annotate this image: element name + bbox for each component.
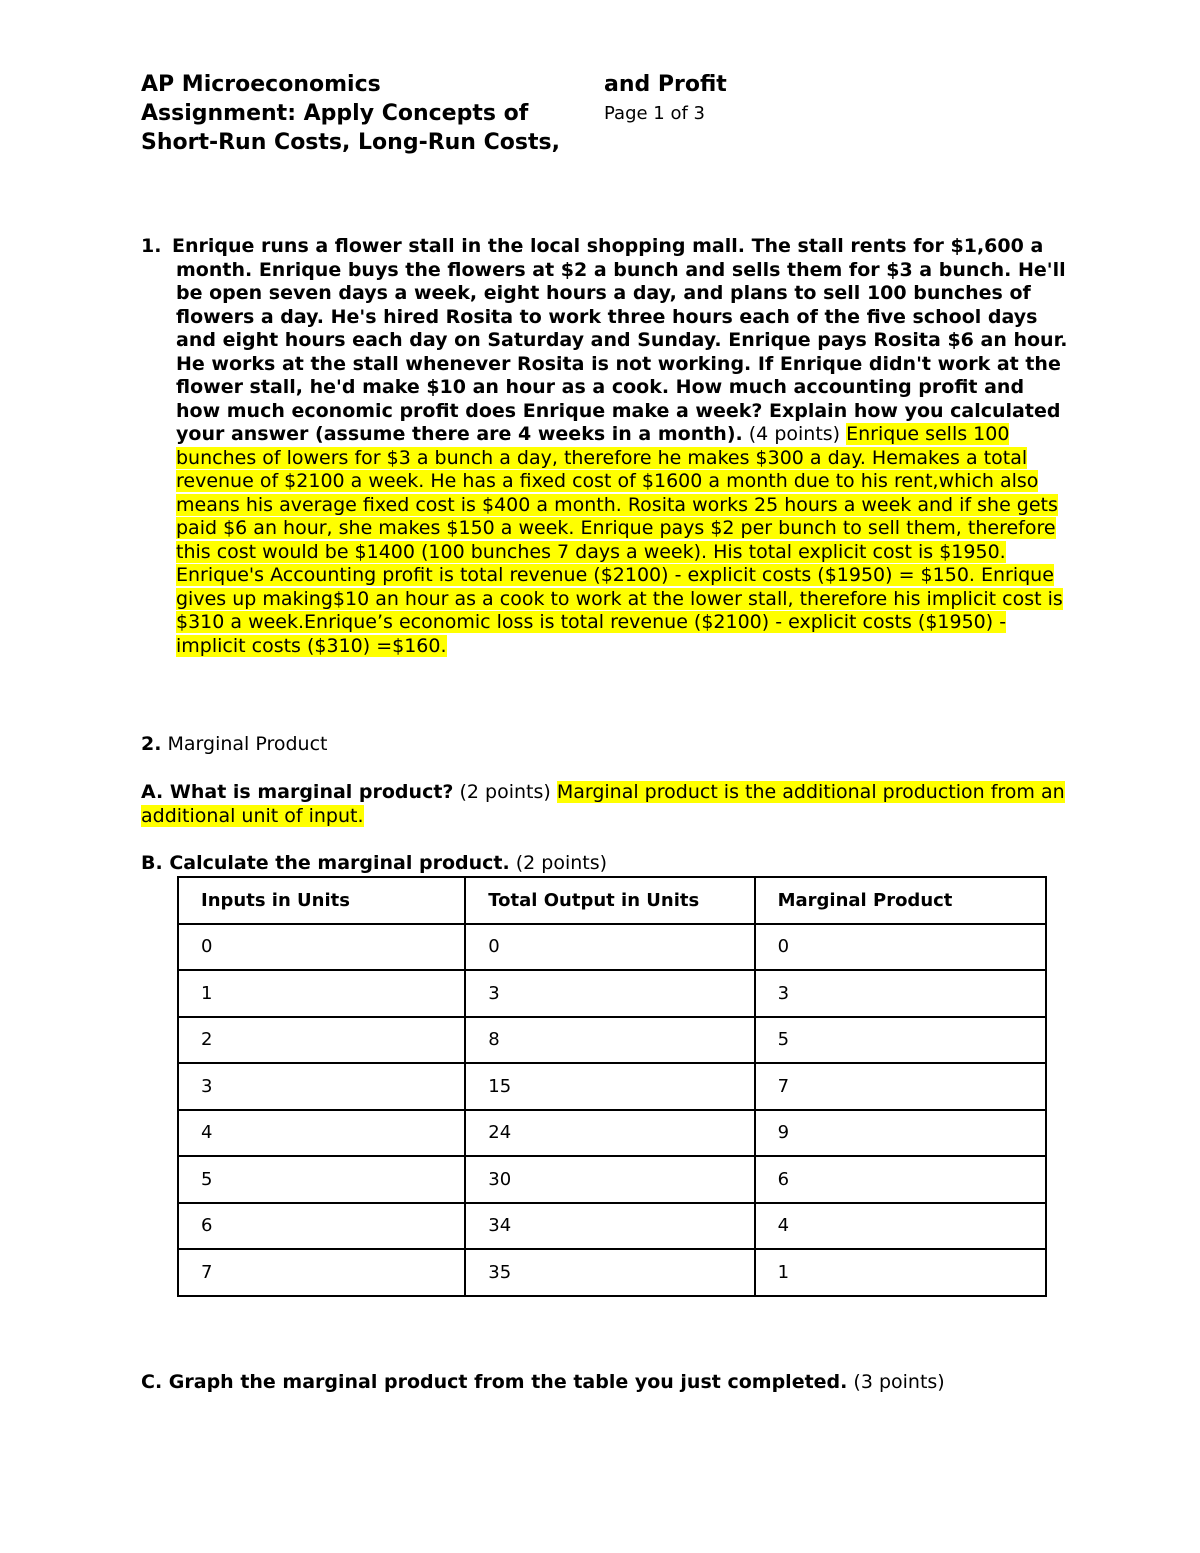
table-cell: 7 (755, 1063, 1046, 1110)
table-cell: 3 (465, 970, 754, 1017)
document-header (141, 70, 591, 157)
table-cell: 30 (465, 1156, 754, 1203)
question-2c (141, 1370, 1081, 1394)
table-row (178, 1203, 1046, 1250)
question-2b-text: Calculate the marginal product. (162, 852, 510, 874)
question-1-answer: Enrique sells 100 bunches of lowers for $3 a bunch a day, therefore he makes $300 a day. Hemakes a total revenue of $2100 a week. He has a fixed cost of $1600 a month due to his rent,which also means his average fixed cost is $400 a month. Rosita works 25 hours a week and if she gets paid $6 an hour, she makes $150 a week. Enrique pays $2 per bunch to sell them, therefore this cost would be $1400 (100 bunches 7 days a week). His total explicit cost is $1950. Enrique's Accounting profit is total revenue ($2100) - explicit costs ($1950) = $150. Enrique gives up making$10 an hour as a cook to work at the lower stall, therefore his implicit cost is $310 a week.Enrique’s economic loss is total revenue ($2100) - explicit costs ($1950) - implicit costs ($310) =$160. (176, 423, 1063, 657)
table-cell: 4 (178, 1110, 465, 1157)
table-cell: 6 (178, 1203, 465, 1250)
table-header-row (178, 877, 1046, 924)
question-1-points: (4 points) (742, 423, 847, 445)
question-2a (141, 780, 1081, 828)
table-cell: 34 (465, 1203, 754, 1250)
table-cell: 3 (755, 970, 1046, 1017)
question-2b (141, 851, 1081, 875)
table-cell: 15 (465, 1063, 754, 1110)
table-cell: 5 (178, 1156, 465, 1203)
table-row (178, 1110, 1046, 1157)
question-1 (141, 235, 1071, 658)
table-cell: 0 (755, 924, 1046, 971)
question-2c-label: C. (141, 1371, 163, 1393)
table-cell: 6 (755, 1156, 1046, 1203)
assignment-title-line-3: and Profit (604, 72, 727, 97)
table-cell: 7 (178, 1249, 465, 1296)
table-cell: 1 (178, 970, 465, 1017)
assignment-title-line-1: Assignment: Apply Concepts of (141, 101, 529, 126)
question-2c-points: (3 points) (847, 1371, 945, 1393)
table-row (178, 1017, 1046, 1064)
question-2-title: Marginal Product (161, 733, 328, 755)
table-row (178, 1156, 1046, 1203)
table-row (178, 970, 1046, 1017)
question-2a-answer: Marginal product is the additional production from an additional unit of input. (141, 781, 1065, 827)
table-cell: 9 (755, 1110, 1046, 1157)
table-row (178, 1249, 1046, 1296)
table-row (178, 924, 1046, 971)
page-number: Page 1 of 3 (604, 103, 705, 124)
question-2a-text: What is marginal product? (163, 781, 454, 803)
table-cell: 24 (465, 1110, 754, 1157)
column-header-inputs: Inputs in Units (178, 877, 465, 924)
question-2b-label: B. (141, 852, 163, 874)
table-cell: 35 (465, 1249, 754, 1296)
question-2a-points: (2 points) (453, 781, 557, 803)
table-cell: 0 (178, 924, 465, 971)
course-title: AP Microeconomics (141, 72, 381, 97)
question-1-number: 1. (141, 235, 162, 257)
question-2c-text: Graph the marginal product from the table you just completed. (162, 1371, 848, 1393)
table-cell: 8 (465, 1017, 754, 1064)
table-cell: 1 (755, 1249, 1046, 1296)
header-right (604, 70, 904, 128)
column-header-marginal-product: Marginal Product (755, 877, 1046, 924)
table-cell: 5 (755, 1017, 1046, 1064)
table-cell: 3 (178, 1063, 465, 1110)
question-1-text: Enrique runs a flower stall in the local shopping mall. The stall rents for $1,600 a month. Enrique buys the flowers at $2 a bunch and sells them for $3 a bunch. He'll be open seven days a week, eight hours a day, and plans to sell 100 bunches of flowers a day. He's hired Rosita to work three hours each of the five school days and eight hours each day on Saturday and Sunday. Enrique pays Rosita $6 an hour. He works at the stall whenever Rosita is not working. If Enrique didn't work at the flower stall, he'd make $10 an hour as a cook. How much accounting profit and how much economic profit does Enrique make a week? Explain how you calculated your answer (assume there are 4 weeks in a month). (172, 235, 1068, 445)
question-2b-points: (2 points) (509, 852, 608, 874)
assignment-title-line-2: Short-Run Costs, Long-Run Costs, (141, 130, 560, 155)
table-row (178, 1063, 1046, 1110)
question-2a-label: A. (141, 781, 164, 803)
marginal-product-table (177, 876, 1047, 1297)
column-header-total-output: Total Output in Units (465, 877, 754, 924)
table-cell: 2 (178, 1017, 465, 1064)
table-cell: 0 (465, 924, 754, 971)
table-cell: 4 (755, 1203, 1046, 1250)
question-2-number: 2. (141, 733, 162, 755)
question-2 (141, 732, 1081, 756)
